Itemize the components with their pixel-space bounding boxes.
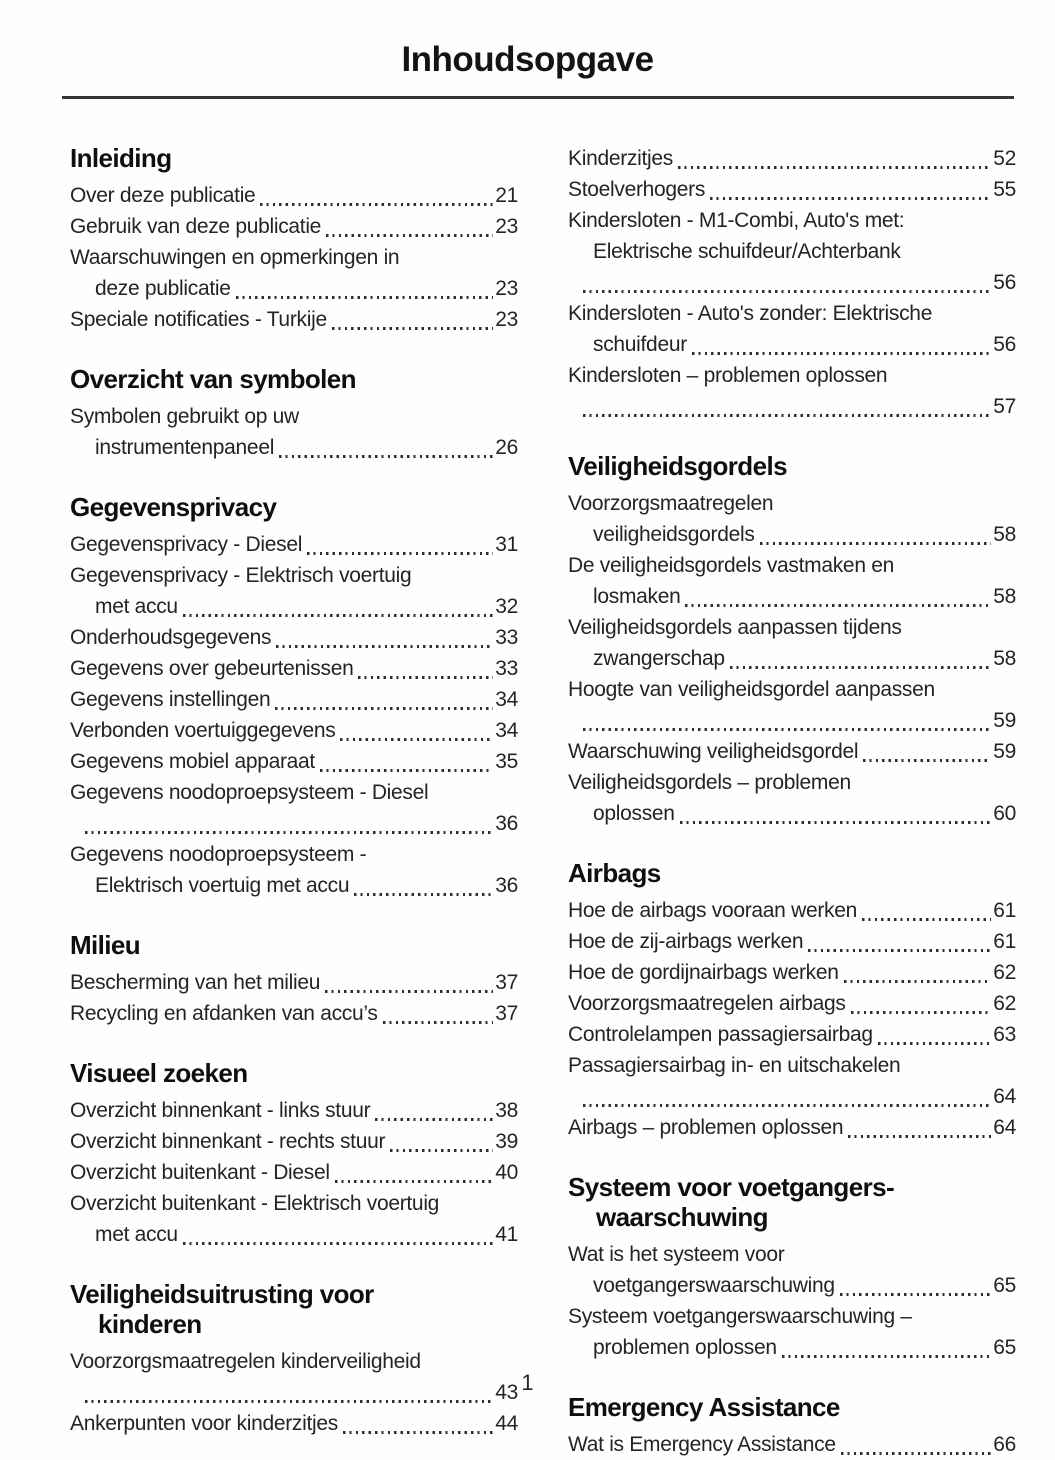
toc-entry bbox=[70, 1408, 518, 1439]
toc-entry-leader-row bbox=[568, 736, 1016, 767]
toc-page-number: 35 bbox=[495, 750, 518, 773]
toc-entry bbox=[568, 1050, 1016, 1112]
toc-entry bbox=[568, 1239, 1016, 1301]
toc-section bbox=[70, 492, 518, 901]
toc-page-number: 59 bbox=[993, 709, 1016, 732]
toc-entry-leader-row bbox=[70, 211, 518, 242]
toc-page-number: 41 bbox=[495, 1223, 518, 1246]
toc-entry-text: schuifdeur bbox=[593, 333, 687, 356]
toc-entry bbox=[568, 674, 1016, 736]
leader-dots bbox=[863, 759, 991, 762]
leader-dots bbox=[183, 1242, 493, 1245]
toc-entry-leader-row bbox=[568, 1081, 1016, 1112]
toc-entry-leader-row bbox=[70, 715, 518, 746]
toc-entry-text: Gegevens noodoproepsysteem - Diesel bbox=[70, 781, 429, 804]
toc-entry-leader-row bbox=[70, 684, 518, 715]
toc-entry bbox=[70, 998, 518, 1029]
leader-dots bbox=[260, 203, 493, 206]
toc-columns bbox=[0, 99, 1055, 1460]
leader-dots bbox=[583, 290, 991, 293]
toc-entry bbox=[568, 1301, 1016, 1363]
toc-entry-text: oplossen bbox=[593, 802, 675, 825]
toc-entry-text: Onderhoudsgegevens bbox=[70, 626, 272, 649]
toc-entry-text: Gegevensprivacy - Diesel bbox=[70, 533, 303, 556]
toc-entry bbox=[70, 684, 518, 715]
toc-page-number: 40 bbox=[495, 1161, 518, 1184]
leader-dots bbox=[851, 1011, 992, 1014]
toc-entry bbox=[568, 488, 1016, 550]
leader-dots bbox=[862, 918, 991, 921]
section-heading: Airbags bbox=[568, 858, 661, 888]
toc-entry-text: zwangerschap bbox=[593, 647, 725, 670]
toc-column-right bbox=[568, 143, 1016, 1460]
toc-page-number: 31 bbox=[495, 533, 518, 556]
footer-page-number: 1 bbox=[521, 1370, 534, 1395]
toc-page-number: 44 bbox=[495, 1412, 518, 1435]
leader-dots bbox=[844, 980, 992, 983]
toc-page-number: 58 bbox=[993, 523, 1016, 546]
section-heading: Emergency Assistance bbox=[568, 1392, 840, 1422]
toc-entry-leader-row bbox=[568, 1019, 1016, 1050]
toc-page-number: 61 bbox=[993, 930, 1016, 953]
toc-entry-text: veiligheidsgordels bbox=[593, 523, 755, 546]
toc-page-number: 33 bbox=[495, 626, 518, 649]
toc-entry-text: Gegevensprivacy - Elektrisch voertuig bbox=[70, 564, 412, 587]
leader-dots bbox=[808, 949, 991, 952]
toc-entry-text: Passagiersairbag in- en uitschakelen bbox=[568, 1054, 901, 1077]
toc-entry-text: losmaken bbox=[593, 585, 681, 608]
leader-dots bbox=[320, 769, 493, 772]
toc-entry-text: Kindersloten – problemen oplossen bbox=[568, 364, 888, 387]
toc-entry-text: Hoe de gordijnairbags werken bbox=[568, 961, 839, 984]
section-heading: Inleiding bbox=[70, 143, 172, 173]
leader-dots bbox=[275, 707, 493, 710]
toc-entry-text: Hoe de airbags vooraan werken bbox=[568, 899, 857, 922]
toc-entry-text: Overzicht buitenkant - Diesel bbox=[70, 1161, 330, 1184]
toc-entry-text: Airbags – problemen oplossen bbox=[568, 1116, 844, 1139]
leader-dots bbox=[878, 1042, 992, 1045]
toc-page-number: 56 bbox=[993, 271, 1016, 294]
leader-dots bbox=[335, 1180, 493, 1183]
leader-dots bbox=[340, 738, 493, 741]
toc-entry-leader-row bbox=[568, 988, 1016, 1019]
toc-entry-text: Elektrisch voertuig met accu bbox=[95, 874, 350, 897]
leader-dots bbox=[760, 542, 992, 545]
toc-entry bbox=[70, 622, 518, 653]
toc-entry bbox=[70, 1126, 518, 1157]
section-heading: Gegevensprivacy bbox=[70, 492, 277, 522]
toc-section bbox=[568, 143, 1016, 422]
toc-page-number: 63 bbox=[993, 1023, 1016, 1046]
toc-entry bbox=[70, 777, 518, 839]
toc-entry bbox=[70, 211, 518, 242]
toc-page-number: 60 bbox=[993, 802, 1016, 825]
toc-entry-text: Kindersloten - M1-Combi, Auto's met: bbox=[568, 209, 905, 232]
toc-entry-leader-row bbox=[70, 1126, 518, 1157]
toc-page-number: 33 bbox=[495, 657, 518, 680]
toc-page-number: 59 bbox=[993, 740, 1016, 763]
leader-dots bbox=[685, 604, 991, 607]
leader-dots bbox=[307, 552, 493, 555]
toc-entry bbox=[568, 736, 1016, 767]
toc-entry-text: De veiligheidsgordels vastmaken en bbox=[568, 554, 894, 577]
leader-dots bbox=[848, 1135, 991, 1138]
toc-entry bbox=[70, 1188, 518, 1250]
leader-dots bbox=[841, 1452, 992, 1455]
toc-page-number: 55 bbox=[993, 178, 1016, 201]
toc-entry bbox=[568, 298, 1016, 360]
toc-entry-leader-row bbox=[70, 998, 518, 1029]
toc-entry-text: Hoogte van veiligheidsgordel aanpassen bbox=[568, 678, 935, 701]
toc-entry-leader-row bbox=[568, 267, 1016, 298]
leader-dots bbox=[332, 327, 493, 330]
toc-section bbox=[70, 364, 518, 463]
toc-entry-text: Gegevens instellingen bbox=[70, 688, 271, 711]
toc-entry-leader-row bbox=[568, 329, 1016, 360]
toc-entry-leader-row bbox=[568, 519, 1016, 550]
toc-entry-leader-row bbox=[568, 581, 1016, 612]
leader-dots bbox=[276, 645, 493, 648]
toc-entry-text: Gegevens mobiel apparaat bbox=[70, 750, 315, 773]
toc-entry-text: Gegevens noodoproepsysteem - bbox=[70, 843, 367, 866]
toc-entry-text: Overzicht binnenkant - rechts stuur bbox=[70, 1130, 386, 1153]
toc-entry-text: Waarschuwing veiligheidsgordel bbox=[568, 740, 859, 763]
toc-entry-leader-row bbox=[70, 529, 518, 560]
toc-entry bbox=[568, 612, 1016, 674]
leader-dots bbox=[583, 1104, 991, 1107]
leader-dots bbox=[583, 728, 991, 731]
section-heading: Milieu bbox=[70, 930, 141, 960]
toc-page-number: 65 bbox=[993, 1274, 1016, 1297]
toc-entry-text: Voorzorgsmaatregelen kinderveiligheid bbox=[70, 1350, 421, 1373]
toc-page-number: 58 bbox=[993, 585, 1016, 608]
toc-entry-text: Wat is Emergency Assistance bbox=[568, 1433, 836, 1456]
toc-page-number: 65 bbox=[993, 1336, 1016, 1359]
toc-entry-text: Veiligheidsgordels – problemen bbox=[568, 771, 851, 794]
toc-entry-leader-row bbox=[568, 895, 1016, 926]
toc-page-number: 64 bbox=[993, 1116, 1016, 1139]
toc-entry bbox=[568, 143, 1016, 174]
toc-entry-text: Kinderzitjes bbox=[568, 147, 673, 170]
leader-dots bbox=[782, 1355, 992, 1358]
toc-section bbox=[568, 451, 1016, 829]
toc-entry-leader-row bbox=[70, 967, 518, 998]
toc-page-number: 66 bbox=[993, 1433, 1016, 1456]
toc-entry-leader-row bbox=[568, 926, 1016, 957]
toc-column-left bbox=[70, 143, 518, 1460]
toc-entry-leader-row bbox=[70, 432, 518, 463]
section-heading: Veiligheidsgordels bbox=[568, 451, 787, 481]
toc-entry-text: met accu bbox=[95, 595, 178, 618]
toc-entry-text: Voorzorgsmaatregelen bbox=[568, 492, 774, 515]
toc-page-number: 23 bbox=[495, 277, 518, 300]
toc-section bbox=[70, 1279, 518, 1439]
toc-entry bbox=[70, 746, 518, 777]
toc-entry-leader-row bbox=[70, 1219, 518, 1250]
toc-section bbox=[70, 143, 518, 335]
toc-entry bbox=[70, 715, 518, 746]
toc-entry-text: Ankerpunten voor kinderzitjes bbox=[70, 1412, 338, 1435]
toc-entry bbox=[70, 839, 518, 901]
leader-dots bbox=[678, 166, 991, 169]
toc-page-number: 39 bbox=[495, 1130, 518, 1153]
toc-entry-leader-row bbox=[70, 273, 518, 304]
toc-page-number: 26 bbox=[495, 436, 518, 459]
toc-entry-text: voetgangerswaarschuwing bbox=[593, 1274, 835, 1297]
toc-entry-leader-row bbox=[568, 957, 1016, 988]
toc-entry bbox=[568, 360, 1016, 422]
toc-entry-text: Overzicht binnenkant - links stuur bbox=[70, 1099, 371, 1122]
toc-entry bbox=[70, 180, 518, 211]
toc-entry bbox=[70, 560, 518, 622]
toc-entry-text: met accu bbox=[95, 1223, 178, 1246]
toc-page-number: 34 bbox=[495, 688, 518, 711]
toc-entry bbox=[568, 926, 1016, 957]
toc-entry bbox=[568, 1019, 1016, 1050]
toc-entry-text: Stoelverhogers bbox=[568, 178, 706, 201]
toc-entry-leader-row bbox=[568, 798, 1016, 829]
toc-page-number: 38 bbox=[495, 1099, 518, 1122]
toc-entry-text: Kindersloten - Auto's zonder: Elektrische bbox=[568, 302, 933, 325]
toc-entry-text: Over deze publicatie bbox=[70, 184, 256, 207]
toc-entry-text: Controlelampen passagiersairbag bbox=[568, 1023, 873, 1046]
leader-dots bbox=[583, 414, 991, 417]
toc-page-number: 62 bbox=[993, 961, 1016, 984]
toc-entry-leader-row bbox=[70, 808, 518, 839]
toc-entry-leader-row bbox=[568, 705, 1016, 736]
toc-section bbox=[568, 1392, 1016, 1460]
toc-entry-text: Hoe de zij-airbags werken bbox=[568, 930, 804, 953]
toc-entry-leader-row bbox=[70, 180, 518, 211]
toc-page-number: 62 bbox=[993, 992, 1016, 1015]
page-title: Inhoudsopgave bbox=[401, 40, 654, 79]
leader-dots bbox=[343, 1431, 493, 1434]
leader-dots bbox=[680, 821, 992, 824]
leader-dots bbox=[730, 666, 991, 669]
toc-entry-text: Veiligheidsgordels aanpassen tijdens bbox=[568, 616, 902, 639]
leader-dots bbox=[85, 831, 493, 834]
section-heading: Overzicht van symbolen bbox=[70, 364, 356, 394]
leader-dots bbox=[279, 455, 493, 458]
toc-page-number: 32 bbox=[495, 595, 518, 618]
toc-page-number: 37 bbox=[495, 971, 518, 994]
toc-page-number: 43 bbox=[495, 1381, 518, 1404]
leader-dots bbox=[383, 1021, 494, 1024]
toc-entry-leader-row bbox=[70, 653, 518, 684]
section-heading: Visueel zoeken bbox=[70, 1058, 248, 1088]
toc-entry-text: Recycling en afdanken van accu’s bbox=[70, 1002, 378, 1025]
leader-dots bbox=[183, 614, 493, 617]
leader-dots bbox=[236, 296, 494, 299]
toc-entry-leader-row bbox=[70, 746, 518, 777]
toc-entry bbox=[568, 767, 1016, 829]
toc-entry bbox=[568, 1429, 1016, 1460]
toc-page-number: 34 bbox=[495, 719, 518, 742]
toc-entry-text: Elektrische schuifdeur/Achterbank bbox=[593, 240, 901, 263]
toc-entry-leader-row bbox=[568, 643, 1016, 674]
toc-entry-text: Wat is het systeem voor bbox=[568, 1243, 785, 1266]
toc-entry bbox=[568, 205, 1016, 298]
toc-page-number: 37 bbox=[495, 1002, 518, 1025]
toc-entry-leader-row bbox=[568, 1332, 1016, 1363]
toc-entry-text: Verbonden voertuiggegevens bbox=[70, 719, 336, 742]
toc-page-number: 57 bbox=[993, 395, 1016, 418]
toc-page-number: 64 bbox=[993, 1085, 1016, 1108]
toc-section bbox=[70, 930, 518, 1029]
toc-entry-leader-row bbox=[70, 1408, 518, 1439]
section-heading: Systeem voor voetgangers- waarschuwing bbox=[568, 1172, 895, 1232]
toc-entry-leader-row bbox=[70, 1095, 518, 1126]
leader-dots bbox=[840, 1293, 991, 1296]
toc-entry bbox=[70, 967, 518, 998]
toc-entry bbox=[70, 1157, 518, 1188]
toc-entry bbox=[70, 304, 518, 335]
toc-section bbox=[568, 858, 1016, 1143]
toc-page-number: 61 bbox=[993, 899, 1016, 922]
toc-entry-leader-row bbox=[70, 870, 518, 901]
leader-dots bbox=[375, 1118, 493, 1121]
leader-dots bbox=[325, 990, 493, 993]
toc-entry-text: Overzicht buitenkant - Elektrisch voertuig bbox=[70, 1192, 440, 1215]
toc-entry-text: Voorzorgsmaatregelen airbags bbox=[568, 992, 846, 1015]
toc-entry-leader-row bbox=[70, 304, 518, 335]
toc-entry-text: problemen oplossen bbox=[593, 1336, 777, 1359]
toc-page-number: 23 bbox=[495, 308, 518, 331]
toc-page-number: 21 bbox=[495, 184, 518, 207]
toc-page-number: 58 bbox=[993, 647, 1016, 670]
toc-entry bbox=[70, 401, 518, 463]
toc-entry bbox=[568, 174, 1016, 205]
toc-entry bbox=[568, 550, 1016, 612]
toc-entry-text: deze publicatie bbox=[95, 277, 231, 300]
toc-page-number: 56 bbox=[993, 333, 1016, 356]
toc-entry-leader-row bbox=[568, 174, 1016, 205]
toc-entry-leader-row bbox=[70, 1157, 518, 1188]
toc-page-number: 52 bbox=[993, 147, 1016, 170]
toc-section bbox=[568, 1172, 1016, 1363]
toc-entry-leader-row bbox=[568, 1429, 1016, 1460]
toc-entry bbox=[70, 1095, 518, 1126]
toc-entry-leader-row bbox=[70, 591, 518, 622]
leader-dots bbox=[354, 893, 493, 896]
toc-page-number: 36 bbox=[495, 874, 518, 897]
toc-entry bbox=[568, 988, 1016, 1019]
page-header bbox=[0, 0, 1055, 99]
toc-page-number: 23 bbox=[495, 215, 518, 238]
toc-entry-leader-row bbox=[568, 391, 1016, 422]
toc-entry-text: instrumentenpaneel bbox=[95, 436, 275, 459]
toc-entry bbox=[70, 529, 518, 560]
toc-entry-leader-row bbox=[70, 622, 518, 653]
section-heading: Veiligheidsuitrusting voor kinderen bbox=[70, 1279, 374, 1339]
leader-dots bbox=[85, 1400, 493, 1403]
toc-entry-leader-row bbox=[568, 1270, 1016, 1301]
toc-entry-text: Waarschuwingen en opmerkingen in bbox=[70, 246, 400, 269]
toc-entry bbox=[568, 1112, 1016, 1143]
leader-dots bbox=[692, 352, 991, 355]
toc-entry-text: Bescherming van het milieu bbox=[70, 971, 321, 994]
toc-entry-text: Symbolen gebruikt op uw bbox=[70, 405, 299, 428]
toc-entry-text: Gegevens over gebeurtenissen bbox=[70, 657, 354, 680]
leader-dots bbox=[358, 676, 493, 679]
toc-entry bbox=[70, 653, 518, 684]
toc-entry bbox=[568, 957, 1016, 988]
toc-entry-leader-row bbox=[568, 143, 1016, 174]
toc-entry-text: Speciale notificaties - Turkije bbox=[70, 308, 327, 331]
leader-dots bbox=[326, 234, 493, 237]
toc-entry-text: Systeem voetgangerswaarschuwing – bbox=[568, 1305, 912, 1328]
toc-section bbox=[70, 1058, 518, 1250]
toc-page-number: 36 bbox=[495, 812, 518, 835]
leader-dots bbox=[390, 1149, 493, 1152]
toc-entry bbox=[568, 895, 1016, 926]
leader-dots bbox=[710, 197, 991, 200]
toc-entry bbox=[70, 242, 518, 304]
toc-entry-leader-row bbox=[568, 1112, 1016, 1143]
toc-entry-text: Gebruik van deze publicatie bbox=[70, 215, 322, 238]
